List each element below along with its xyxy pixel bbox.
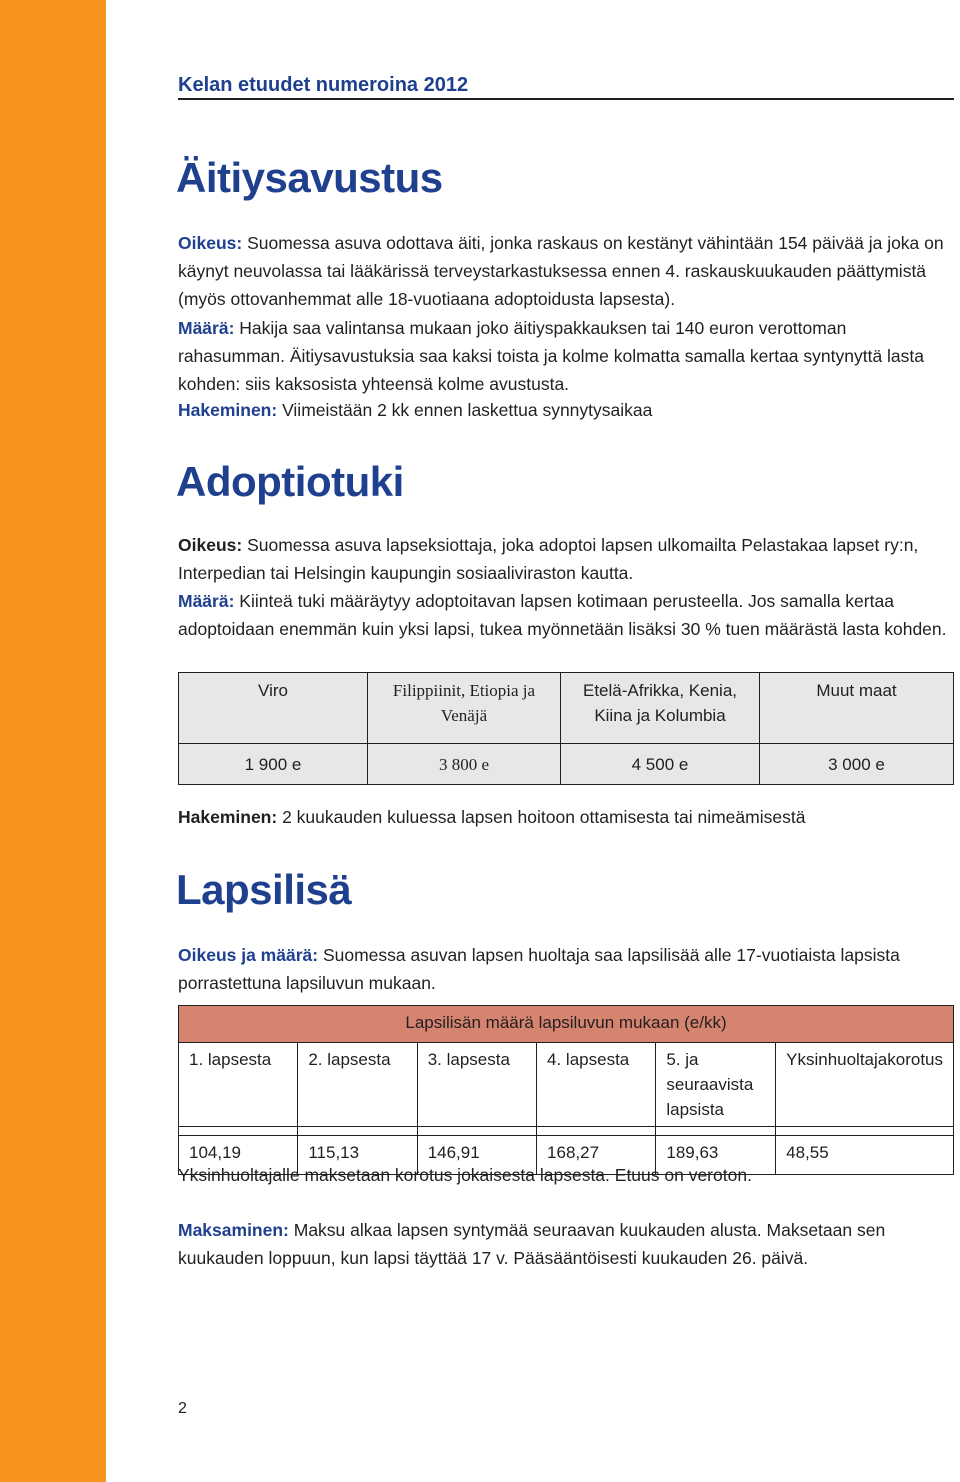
table-cell: 3 000 e [760,744,954,785]
lapsilisa-oikeus-paragraph [178,941,956,997]
section-heading-lapsilisa: Lapsilisä [176,866,352,913]
hakeminen-text: Viimeistään 2 kk ennen laskettua synnytysaikaa [277,400,653,420]
table-title-row [179,1006,954,1043]
oikeus-label: Oikeus: [178,535,243,555]
table-header-row [179,673,954,744]
aitiys-oikeus-paragraph [178,229,956,313]
table-cell: 1 900 e [179,744,368,785]
adoption-amount-table [178,672,954,785]
maara-label: Määrä: [178,591,235,611]
table-cell: 146,91 [417,1136,536,1175]
page-number: 2 [178,1400,187,1417]
table-cell: 3 800 e [368,744,561,785]
table-header-cell: Filippiinit, Etiopia ja Venäjä [368,673,561,744]
adoptio-maara-paragraph [178,587,956,643]
adoptio-oikeus-paragraph [178,531,956,587]
table-header-cell: 2. lapsesta [298,1043,417,1127]
adoptio-hakeminen-paragraph [178,803,956,831]
table-header-cell: Viro [179,673,368,744]
running-header: Kelan etuudet numeroina 2012 [178,74,469,96]
table-header-cell: 5. ja seuraavista lapsista [656,1043,776,1127]
maara-text: Kiinteä tuki määräytyy adoptoitavan lapsen kotimaan perusteella. Jos samalla kertaa adoptoidaan enemmän kuin yksi lapsi, tukea myönnetään lisäksi 30 % tuen määrästä lasta kohden. [178,591,947,639]
hakeminen-label: Hakeminen: [178,400,278,420]
hakeminen-label: Hakeminen: [178,807,278,827]
aitiys-maara-paragraph [178,314,956,398]
section-heading-aitiysavustus: Äitiysavustus [176,154,443,201]
child-benefit-table [178,1005,954,1175]
oikeus-label: Oikeus: [178,233,243,253]
hakeminen-text: 2 kuukauden kuluessa lapsen hoitoon ottamisesta tai nimeämisestä [277,807,806,827]
lapsilisa-note: Yksinhuoltajalle maksetaan korotus jokaisesta lapsesta. Etuus on veroton. [178,1165,752,1185]
aitiys-hakeminen-paragraph [178,396,956,424]
table-header-cell: 4. lapsesta [537,1043,656,1127]
header-divider [178,98,954,100]
table-cell: 189,63 [656,1136,776,1175]
table-header-cell: Muut maat [760,673,954,744]
oikeus-ja-maara-label: Oikeus ja määrä: [178,945,319,965]
table-header-cell: Etelä-Afrikka, Kenia, Kiina ja Kolumbia [561,673,760,744]
orange-side-bar [0,0,106,1482]
table-header-cell: 1. lapsesta [179,1043,298,1127]
table-cell: 104,19 [179,1136,298,1175]
table-cell: 48,55 [776,1136,954,1175]
table-header-row [179,1043,954,1127]
table-header-cell: 3. lapsesta [417,1043,536,1127]
oikeus-text: Suomessa asuva lapseksiottaja, joka adoptoi lapsen ulkomailta Pelastakaa lapset ry:n, Interpedian tai Helsingin kaupungin sosiaaliviraston kautta. [178,535,919,583]
maksaminen-label: Maksaminen: [178,1220,289,1240]
table-cell: 168,27 [537,1136,656,1175]
section-heading-adoptiotuki: Adoptiotuki [176,458,404,505]
oikeus-text: Suomessa asuva odottava äiti, jonka raskaus on kestänyt vähintään 154 päivää ja joka on käynyt neuvolassa tai lääkärissä terveystarkastuksessa ennen 4. raskauskuukauden päättymistä (myös ottovanhemmat alle 18-vuotiaana adoptoidusta lapsesta). [178,233,944,309]
lapsilisa-maksaminen-paragraph [178,1216,956,1272]
table-header-cell: Yksinhuoltajakorotus [776,1043,954,1127]
table-cell: 115,13 [298,1136,417,1175]
maara-label: Määrä: [178,318,235,338]
table-row [179,744,954,785]
maara-text: Hakija saa valintansa mukaan joko äitiyspakkauksen tai 140 euron verottoman rahasumman. Äitiysavustuksia saa kaksi toista ja kolme kolmatta samalla kertaa syntynyttä lasta kohden: siis kaksosista yhteensä kolme avustusta. [178,318,925,394]
maksaminen-text: Maksu alkaa lapsen syntymää seuraavan kuukauden alusta. Maksetaan sen kuukauden loppuun, kun lapsi täyttää 17 v. Pääsääntöisesti kuukauden 26. päivä. [178,1220,886,1268]
table-cell: 4 500 e [561,744,760,785]
oikeus-text: Suomessa asuvan lapsen huoltaja saa lapsilisää alle 17-vuotiaista lapsista porrastettuna lapsiluvun mukaan. [178,945,900,993]
table-spacer-row [179,1127,954,1136]
table-title: Lapsilisän määrä lapsiluvun mukaan (e/kk) [179,1006,954,1043]
